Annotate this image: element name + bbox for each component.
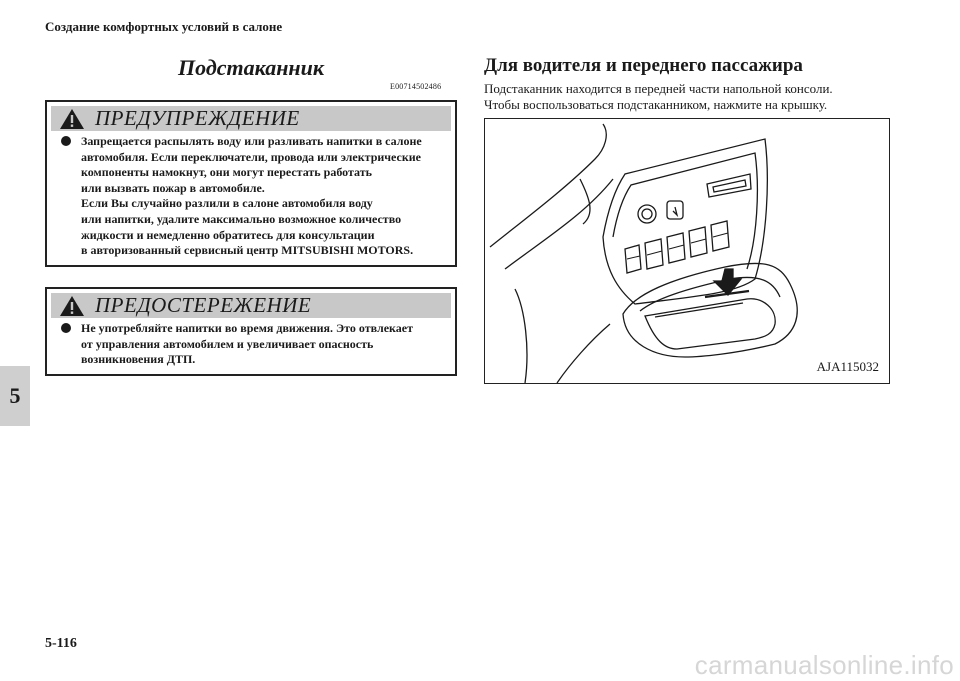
bullet-icon	[61, 136, 71, 146]
chapter-tab: 5	[0, 366, 30, 426]
cupholder-illustration	[485, 119, 889, 383]
warning-text: Запрещается распылять воду или разливать напитки в салоне автомобиля. Если переключатели, провода или электрические компоненты намокнут, они могут перестать работать или вызвать пожар в автомобиле. Если Вы случайно разлили в салоне автомобиля воду или напитки, удалите максимально возможное количество жидкости и немедленно обратитесь для консультации в авторизованный сервисный центр MITSUBISHI MOTORS.	[81, 134, 422, 258]
watermark: carmanualsonline.info	[694, 650, 954, 680]
caution-header	[51, 293, 451, 318]
figure-code: AJA115032	[816, 359, 879, 374]
cupholder-figure	[484, 118, 890, 384]
right-heading: Для водителя и переднего пассажира	[484, 55, 803, 76]
warning-triangle-icon	[59, 295, 85, 317]
warning-box	[45, 100, 457, 267]
section-code: E00714502486	[390, 82, 442, 91]
caution-body	[47, 318, 455, 374]
header-title: Создание комфортных условий в салоне	[45, 19, 283, 34]
caution-box	[45, 287, 457, 376]
section-title: Подстаканник	[178, 55, 325, 80]
caution-label: ПРЕДОСТЕРЕЖЕНИЕ	[95, 293, 312, 317]
warning-bullet-row	[61, 134, 445, 259]
warning-triangle-icon	[59, 108, 85, 130]
right-body: Подстаканник находится в передней части напольной консоли. Чтобы воспользоваться подстаканником, нажмите на крышку.	[484, 81, 833, 112]
caution-bullet-row	[61, 321, 445, 368]
bullet-icon	[61, 323, 71, 333]
warning-header	[51, 106, 451, 131]
page-number: 5-116	[45, 636, 77, 651]
warning-label: ПРЕДУПРЕЖДЕНИЕ	[95, 106, 300, 130]
caution-text: Не употребляйте напитки во время движения. Это отвлекает от управления автомобилем и увеличивает опасность возникновения ДТП.	[81, 321, 413, 367]
warning-body	[47, 131, 455, 265]
